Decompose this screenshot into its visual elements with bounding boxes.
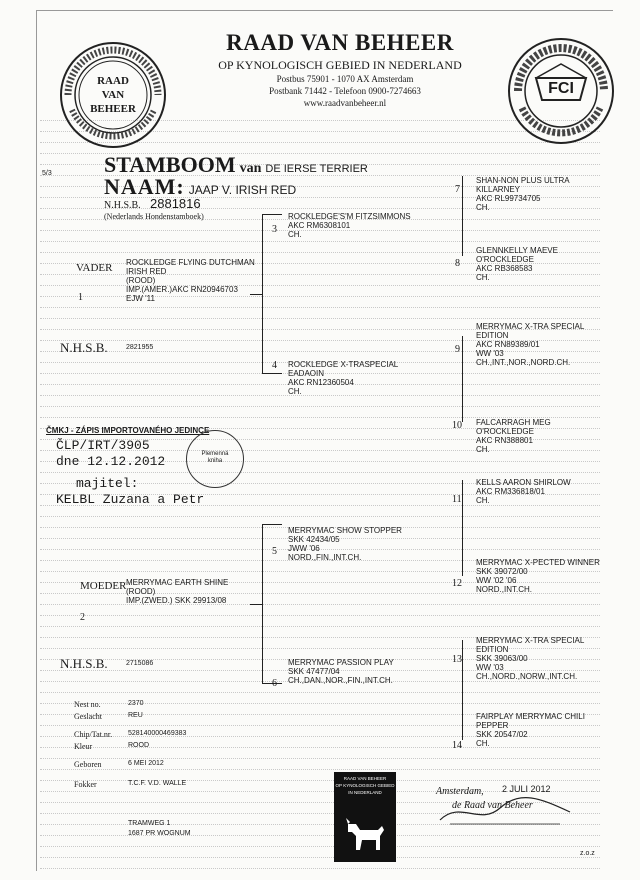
grandparent-entry (288, 658, 394, 685)
grandparent-line: CH.,DAN.,NOR.,FIN.,INT.CH. (288, 676, 393, 685)
raad-logo-box (334, 772, 396, 862)
great-grandparent-line: NORD.,INT.CH. (476, 585, 532, 594)
great-grandparent-line: PEPPER (476, 721, 509, 730)
dam-label: MOEDER (80, 580, 127, 592)
import-line-2: dne 12.12.2012 (56, 454, 166, 469)
great-grandparent-number: 14 (452, 740, 462, 751)
great-grandparent-line: O'ROCKLEDGE (476, 255, 534, 264)
great-grandparent-entry (476, 636, 584, 681)
great-grandparent-line: CH. (476, 273, 490, 282)
great-grandparent-number: 13 (452, 654, 462, 665)
import-line-3: majitel: (76, 476, 139, 491)
great-grandparent-line: CH.,INT.,NOR.,NORD.CH. (476, 358, 571, 367)
sire-details (126, 258, 255, 303)
sire-nhsb-label: N.H.S.B. (60, 340, 108, 355)
dam-details (126, 578, 228, 605)
dog-name: JAAP V. IRISH RED (188, 183, 297, 197)
great-grandparent-line: GLENNKELLY MAEVE (476, 246, 558, 255)
grandparent-number: 3 (272, 224, 277, 235)
page-reference: 5/3 (42, 170, 52, 177)
great-grandparent-entry (476, 246, 558, 282)
great-grandparent-entry (476, 712, 585, 748)
sire-label: VADER (76, 262, 113, 274)
logo-box-line-3: IN NEDERLAND (348, 790, 382, 795)
grandparent-line: JWW '06 (288, 544, 320, 553)
great-grandparent-number: 11 (452, 494, 462, 505)
bracket-sire (262, 214, 263, 374)
bracket-dam-join (250, 604, 262, 605)
bracket-gp4 (462, 336, 463, 422)
detail-value: REU (128, 712, 143, 719)
grandparent-line: MERRYMAC SHOW STOPPER (288, 526, 402, 535)
great-grandparent-line: CH.,NORD.,NORW.,INT.CH. (476, 672, 578, 681)
fci-seal (506, 36, 616, 146)
detail-value: T.C.F. V.D. WALLE (128, 780, 187, 787)
detail-value: 6 MEI 2012 (128, 760, 164, 767)
breeder-address-1: TRAMWEG 1 (128, 820, 171, 827)
signature-place: Amsterdam, (436, 786, 484, 797)
detail-label: Kleur (74, 742, 93, 751)
detail-value: 528140000469383 (128, 730, 187, 737)
sire-detail-line: ROCKLEDGE FLYING DUTCHMAN (126, 258, 255, 267)
grandparent-line: NORD.,FIN.,INT.CH. (288, 553, 362, 562)
great-grandparent-line: AKC RN388801 (476, 436, 533, 445)
great-grandparent-line: EDITION (476, 645, 509, 654)
great-grandparent-entry (476, 322, 584, 367)
stamboom-label: STAMBOOM (104, 152, 236, 177)
sire-detail-line: IRISH RED (126, 267, 167, 276)
breed-name: DE IERSE TERRIER (265, 163, 368, 175)
round-stamp-text: Plemenná kniha (201, 451, 229, 464)
grandparent-line: AKC RM6308101 (288, 221, 351, 230)
header-website: www.raadvanbeheer.nl (303, 98, 387, 108)
great-grandparent-line: EDITION (476, 331, 509, 340)
detail-label: Geboren (74, 760, 102, 769)
great-grandparent-line: AKC RM336818/01 (476, 487, 545, 496)
naam-label: NAAM: (104, 174, 185, 199)
bracket-gp5 (462, 480, 463, 576)
great-grandparent-number: 7 (455, 184, 460, 195)
plemenna-kniha-stamp (186, 430, 244, 488)
great-grandparent-line: AKC RL99734705 (476, 194, 541, 203)
detail-value: 2370 (128, 700, 144, 707)
great-grandparent-line: O'ROCKLEDGE (476, 427, 534, 436)
great-grandparent-line: MERRYMAC X-TRA SPECIAL (476, 636, 585, 645)
detail-label: Fokker (74, 780, 97, 789)
great-grandparent-line: CH. (476, 445, 490, 454)
great-grandparent-line: KELLS AARON SHIRLOW (476, 478, 571, 487)
great-grandparent-line: FALCARRAGH MEG (476, 418, 551, 427)
grandparent-line: MERRYMAC PASSION PLAY (288, 658, 394, 667)
bracket-sire-top (262, 214, 282, 215)
great-grandparent-entry (476, 418, 551, 454)
logo-box-line-2: OP KYNOLOGISCH GEBIED (335, 783, 395, 788)
grandparent-line: SKK 42434/05 (288, 535, 340, 544)
handwritten-signature (430, 790, 580, 830)
dam-nhsb-label: N.H.S.B. (60, 656, 108, 671)
nhsb-sub: (Nederlands Hondenstamboek) (104, 212, 204, 221)
signature-org: de Raad van Beheer (452, 800, 533, 811)
signature-date: 2 JULI 2012 (502, 784, 551, 794)
grandparent-entry (288, 212, 411, 239)
bracket-sire-join (250, 294, 262, 295)
great-grandparent-entry (476, 176, 570, 212)
bracket-sire-bottom (262, 373, 282, 374)
great-grandparent-line: SKK 20547/02 (476, 730, 528, 739)
great-grandparent-line: AKC RB368583 (476, 264, 533, 273)
breeder-address-2: 1687 PR WOGNUM (128, 830, 191, 837)
great-grandparent-line: SKK 39063/00 (476, 654, 528, 663)
dam-nhsb: 2715086 (126, 660, 154, 667)
great-grandparent-line: CH. (476, 739, 490, 748)
sire-number: 1 (78, 292, 83, 303)
fci-label: FCI (548, 80, 574, 97)
header-title: RAAD VAN BEHEER (226, 30, 454, 55)
great-grandparent-number: 10 (452, 420, 462, 431)
grandparent-line: AKC RN12360504 (288, 378, 354, 387)
detail-label: Nest no. (74, 700, 101, 709)
great-grandparent-line: WW '03 (476, 349, 504, 358)
header-address-1: Postbus 75901 - 1070 AX Amsterdam (276, 74, 414, 84)
import-heading: ČMKJ - ZÁPIS IMPORTOVANÉHO JEDINCE (46, 426, 210, 435)
dam-detail-line: MERRYMAC EARTH SHINE (126, 578, 229, 587)
grandparent-entry (288, 360, 398, 396)
great-grandparent-line: CH. (476, 203, 490, 212)
seal-text: RAAD VAN BEHEER (90, 75, 136, 115)
grandparent-line: ROCKLEDGE'S'M FITZSIMMONS (288, 212, 411, 221)
detail-value: ROOD (128, 742, 149, 749)
dam-detail-line: IMP.(ZWED.) SKK 29913/08 (126, 596, 227, 605)
grandparent-number: 4 (272, 360, 277, 371)
dam-detail-line: (ROOD) (126, 587, 156, 596)
dam-number: 2 (80, 612, 85, 623)
stamboom-van: van (239, 161, 262, 176)
sire-detail-line: IMP.(AMER.)AKC RN20946703 (126, 285, 238, 294)
grandparent-line: EADAOIN (288, 369, 325, 378)
import-line-4: KELBL Zuzana a Petr (56, 492, 205, 507)
great-grandparent-line: WW '02 '06 (476, 576, 517, 585)
great-grandparent-line: AKC RN89389/01 (476, 340, 540, 349)
grandparent-number: 5 (272, 546, 277, 557)
bracket-dam (262, 524, 263, 684)
great-grandparent-entry (476, 478, 571, 505)
raad-van-beheer-seal (58, 40, 168, 150)
grandparent-entry (288, 526, 402, 562)
sire-detail-line: (ROOD) (126, 276, 156, 285)
nhsb-label-top: N.H.S.B. (104, 200, 141, 211)
great-grandparent-line: FAIRPLAY MERRYMAC CHILI (476, 712, 585, 721)
grandparent-line: ROCKLEDGE X-TRASPECIAL (288, 360, 399, 369)
great-grandparent-line: SHAN-NON PLUS ULTRA (476, 176, 570, 185)
grandparent-line: CH. (288, 230, 302, 239)
great-grandparent-number: 8 (455, 258, 460, 269)
nhsb-number-top: 2881816 (150, 196, 201, 211)
import-line-1: ČLP/IRT/3905 (56, 438, 150, 453)
sire-detail-line: EJW '11 (126, 294, 155, 303)
footer-code: z.o.z (580, 850, 595, 857)
great-grandparent-line: WW '03 (476, 663, 504, 672)
great-grandparent-line: MERRYMAC X-PECTED WINNER (476, 558, 600, 567)
grandparent-number: 6 (272, 678, 277, 689)
great-grandparent-line: SKK 39072/00 (476, 567, 528, 576)
great-grandparent-line: KILLARNEY (476, 185, 521, 194)
dog-silhouette-icon (340, 806, 390, 856)
bracket-dam-top (262, 524, 282, 525)
bracket-gp6 (462, 640, 463, 740)
great-grandparent-number: 9 (455, 344, 460, 355)
sire-nhsb: 2821955 (126, 344, 154, 351)
logo-box-line-1: RAAD VAN BEHEER (343, 776, 387, 781)
grandparent-line: CH. (288, 387, 302, 396)
bracket-gp3 (462, 176, 463, 256)
header-subtitle: OP KYNOLOGISCH GEBIED IN NEDERLAND (218, 58, 462, 72)
header-address-2: Postbank 71442 - Telefoon 0900-7274663 (269, 86, 421, 96)
detail-label: Chip/Tat.nr. (74, 730, 113, 739)
great-grandparent-number: 12 (452, 578, 462, 589)
grandparent-line: SKK 47477/04 (288, 667, 340, 676)
great-grandparent-line: MERRYMAC X-TRA SPECIAL (476, 322, 585, 331)
detail-label: Geslacht (74, 712, 102, 721)
great-grandparent-entry (476, 558, 600, 594)
great-grandparent-line: CH. (476, 496, 490, 505)
